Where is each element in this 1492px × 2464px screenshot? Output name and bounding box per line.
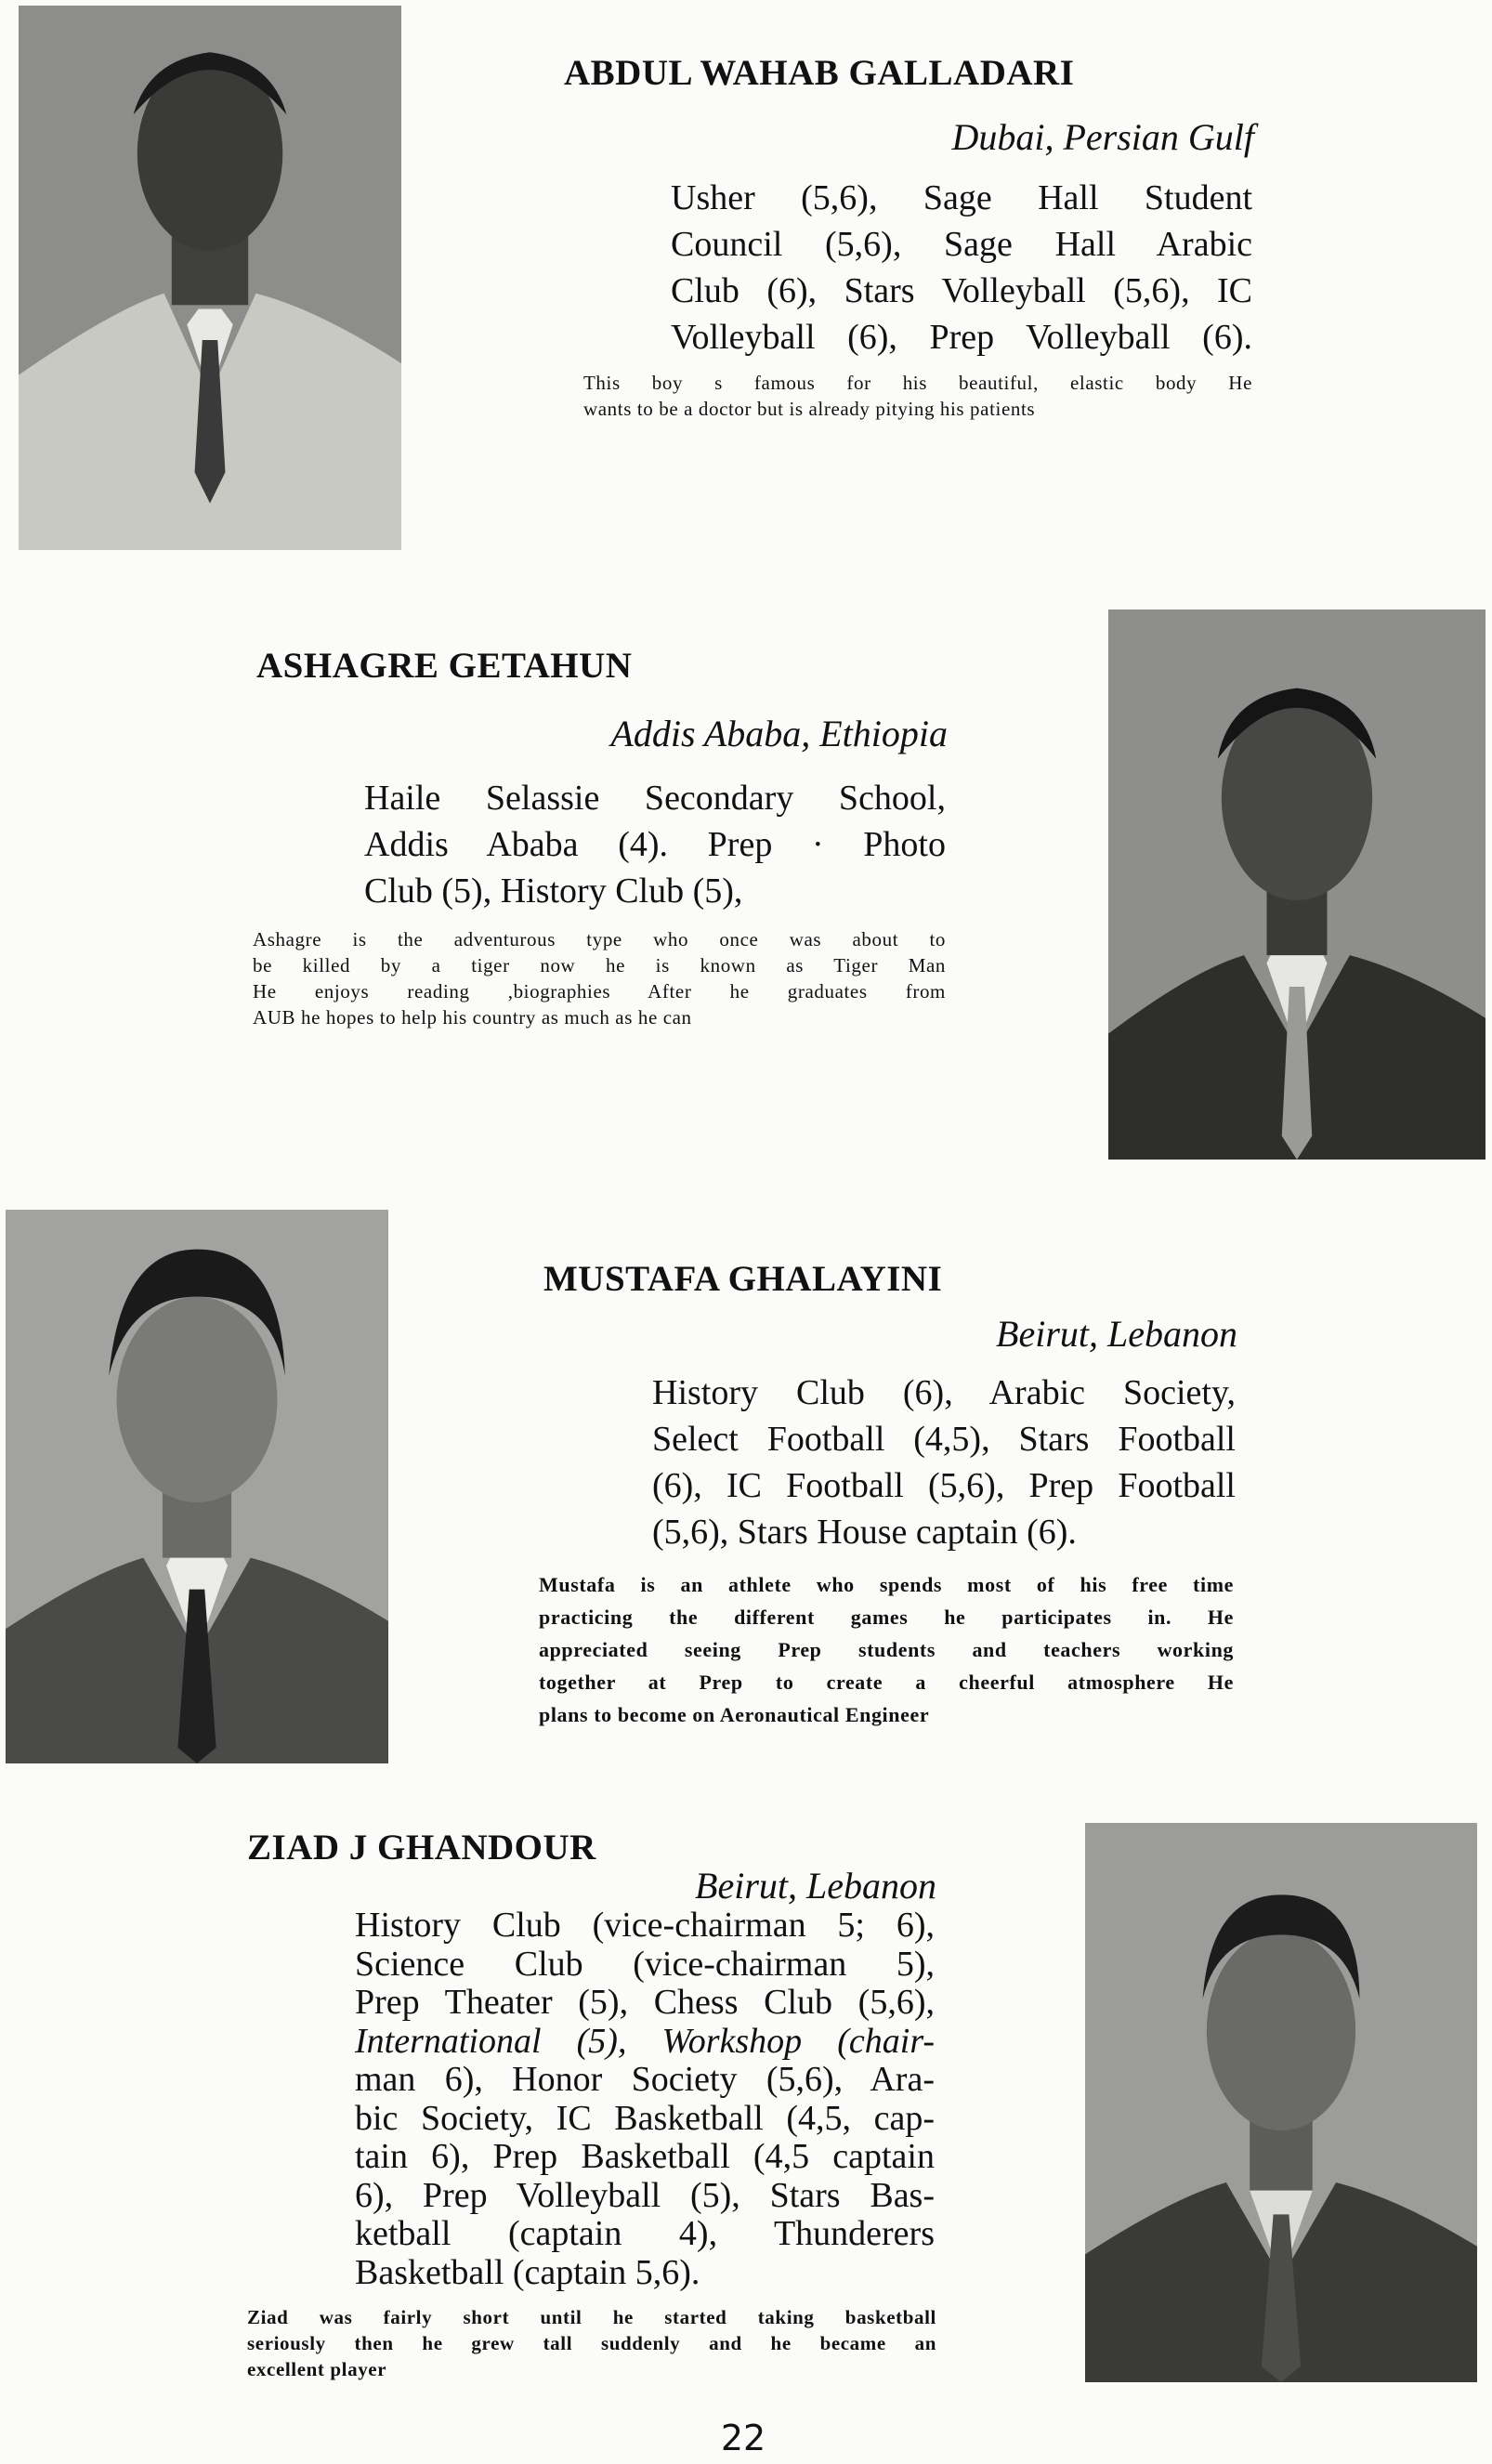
activities-line: Club (6), Stars Volleyball (5,6), IC [671,271,1252,310]
student-name: MUSTAFA GHALAYINI [543,1259,943,1299]
activities-line: bic Society, IC Basketball (4,5, cap- [355,2098,935,2138]
bio-line: Ashagre is the adventurous type who once was about to [253,928,946,950]
bio-line: wants to be a doctor but is already pitying his patients [583,398,1036,420]
activities-list [671,175,1252,360]
activities-line: man 6), Honor Society (5,6), Ara- [355,2060,935,2099]
activities-line: Basketball (captain 5,6). [355,2252,700,2292]
student-name: ZIAD J GHANDOUR [247,1828,596,1868]
bio-line: practicing the different games he participates in. He [539,1606,1234,1629]
activities-line: Prep Theater (5), Chess Club (5,6), [355,1983,935,2022]
portrait-photo-getahun [1108,609,1485,1160]
bio-text [253,926,946,1030]
activities-line: Select Football (4,5), Stars Football [652,1420,1236,1459]
activities-line: (6), IC Football (5,6), Prep Football [652,1466,1236,1505]
bio-line: together at Prep to create a cheerful atmosphere He [539,1671,1234,1694]
activities-line: International (5), Workshop (chair- [355,2021,935,2061]
hometown: Addis Ababa, Ethiopia [610,713,948,754]
hometown: Beirut, Lebanon [695,1865,936,1907]
hometown: Dubai, Persian Gulf [951,116,1254,158]
bio-text [583,370,1252,422]
bio-line: appreciated seeing Prep students and teachers working [539,1638,1234,1661]
activities-line: tain 6), Prep Basketball (4,5 captain [355,2137,935,2176]
bio-line: plans to become on Aeronautical Engineer [539,1703,930,1726]
bio-line: be killed by a tiger now he is known as Tiger Man [253,954,946,976]
page-number: 22 [720,2418,766,2458]
activities-line: Usher (5,6), Sage Hall Student [671,178,1252,217]
hometown: Beirut, Lebanon [996,1313,1237,1355]
activities-line: History Club (6), Arabic Society, [652,1373,1236,1412]
activities-line: Science Club (vice-chairman 5), [355,1944,935,1984]
student-name: ABDUL WAHAB GALLADARI [564,53,1075,93]
student-name: ASHAGRE GETAHUN [256,646,633,686]
activities-line: Haile Selassie Secondary School, [364,779,946,818]
bio-text [539,1568,1234,1731]
bio-line: Mustafa is an athlete who spends most of his free time [539,1573,1234,1596]
activities-list [652,1370,1236,1555]
bio-line: AUB he hopes to help his country as much as he can [253,1006,692,1029]
portrait-photo-ghandour [1085,1823,1477,2382]
activities-list [364,775,946,914]
portrait-photo-ghalayini [6,1210,388,1763]
bio-line: This boy s famous for his beautiful, elastic body He [583,372,1252,394]
portrait-photo-galladari [19,6,401,550]
bio-line: Ziad was fairly short until he started taking basketball [247,2306,936,2328]
activities-line: ketball (captain 4), Thunderers [355,2214,935,2253]
activities-line: Volleyball (6), Prep Volleyball (6). [671,318,1252,357]
activities-list [355,1907,935,2292]
activities-line: Addis Ababa (4). Prep · Photo [364,825,946,864]
activities-line: Club (5), History Club (5), [364,872,743,911]
bio-line: He enjoys reading ,biographies After he graduates from [253,980,946,1003]
activities-line: (5,6), Stars House captain (6). [652,1513,1077,1552]
activities-line: 6), Prep Volleyball (5), Stars Bas- [355,2175,935,2215]
activities-line: History Club (vice-chairman 5; 6), [355,1906,935,1945]
bio-line: seriously then he grew tall suddenly and he became an [247,2332,936,2354]
bio-line: excellent player [247,2358,387,2380]
activities-line: Council (5,6), Sage Hall Arabic [671,225,1252,264]
bio-text [247,2304,936,2382]
